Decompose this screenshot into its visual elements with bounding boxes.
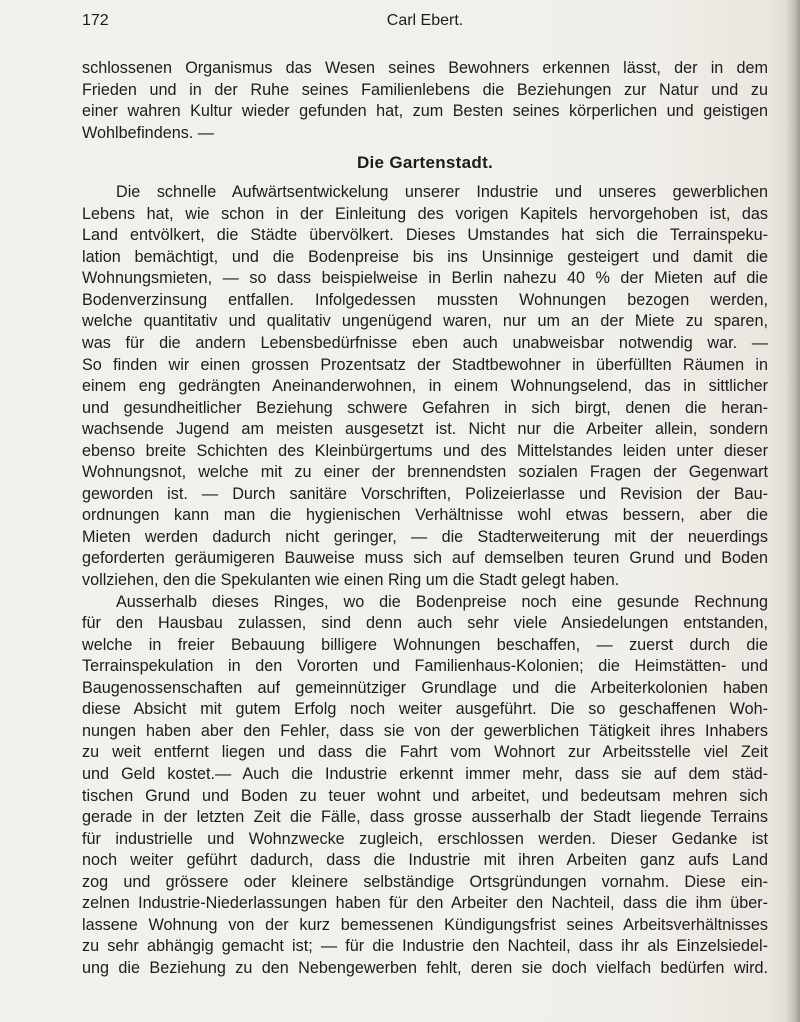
text-line: einem eng gedrängten Aneinanderwohnen, in einem Wohnungselend, das in sittlicher (82, 377, 768, 396)
text-line: geforderten geräumigeren Bauweise muss sich auf demselben teuren Grund und Boden (82, 549, 768, 568)
text-line: gerade in der letzten Zeit die Fälle, dass grosse ausserhalb der Stadt liegende Terrains (82, 808, 768, 827)
section-heading: Die Gartenstadt. (356, 153, 494, 173)
paragraph-2 (82, 182, 768, 591)
text-line: tischen Grund und Boden zu teuer wohnt und arbeitet, und bedeutsam mehren sich (82, 786, 768, 805)
running-head: Carl Ebert. (386, 12, 464, 29)
page-edge-shadow (786, 0, 800, 1022)
text-line: Wohlbefindens. — (82, 123, 214, 142)
text-line: So finden wir einen grossen Prozentsatz der Stadtbewohner in überfüllten Räumen in (82, 355, 768, 374)
text-line: lassene Wohnung von der kurz bemessenen Kündigungsfrist seines Arbeitsverhältnisses (82, 915, 768, 934)
text-line: Terrainspekulation in den Vororten und Familienhaus-Kolonien; die Heimstätten- und (82, 657, 768, 676)
text-line: und Geld kostet.— Auch die Industrie erkennt immer mehr, dass sie auf dem städ- (82, 764, 768, 783)
text-line: was für die andern Lebensbedürfnisse eben auch unabweisbar notwendig war. — (82, 334, 768, 353)
text-line: und gesundheitlicher Beziehung schwere Gefahren in sich birgt, denen die heran- (82, 398, 768, 417)
page-number: 172 (82, 12, 109, 29)
paragraph-1 (82, 58, 768, 144)
text-line: Bodenverzinsung entfallen. Infolgedessen mussten Wohnungen bezogen werden, (82, 290, 768, 309)
text-line: zu weit entfernt liegen und dass die Fahrt vom Wohnort zur Arbeitsstelle viel Zeit (82, 743, 768, 762)
text-line: ung die Beziehung zu den Nebengewerben fehlt, deren sie doch vielfach bedürfen wird. (82, 958, 768, 977)
page-header (82, 12, 768, 38)
text-line: Ausserhalb dieses Ringes, wo die Bodenpreise noch eine gesunde Rechnung (116, 592, 768, 611)
text-line: Wohnungsnot, welche mit zu einer der brennendsten sozialen Fragen der Gegenwart (82, 463, 768, 482)
text-line: lation bemächtigt, und die Bodenpreise bis ins Unsinnige gesteigert und damit die (82, 247, 768, 266)
text-line: welche quantitativ und qualitativ ungenügend waren, nur um an der Miete zu sparen, (82, 312, 768, 331)
text-line: noch weiter geführt dadurch, dass die Industrie mit ihren Arbeiten ganz aufs Land (82, 851, 768, 870)
text-line: für den Hausbau zulassen, sind denn auch sehr viele Ansiedelungen entstanden, (82, 614, 768, 633)
text-line: nungen haben aber den Fehler, dass sie von der gewerblichen Tätigkeit ihres Inhabers (82, 721, 768, 740)
text-line: Frieden und in der Ruhe seines Familienlebens die Beziehungen zur Natur und zu (82, 80, 768, 99)
text-line: welche in freier Bebauung billigere Wohnungen beschaffen, — zuerst durch die (82, 635, 768, 654)
body-text (82, 58, 768, 979)
text-line: Lebens hat, wie schon in der Einleitung des vorigen Kapitels hervorgehoben ist, das (82, 204, 768, 223)
text-line: geworden ist. — Durch sanitäre Vorschriften, Polizeierlasse und Revision der Bau- (82, 484, 768, 503)
text-line: Die schnelle Aufwärtsentwickelung unserer Industrie und unseres gewerblichen (116, 183, 768, 202)
text-line: Wohnungsmieten, — so dass beispielweise in Berlin nahezu 40 % der Mieten auf die (82, 269, 768, 288)
text-line: Baugenossenschaften auf gemeinnütziger Grundlage und die Arbeiterkolonien haben (82, 678, 768, 697)
text-line: Mieten werden dadurch nicht geringer, — die Stadterweiterung mit der neuerdings (82, 527, 768, 546)
text-line: diese Absicht mit gutem Erfolg noch weiter ausgeführt. Die so geschaffenen Woh- (82, 700, 768, 719)
text-line: vollziehen, den die Spekulanten wie einen Ring um die Stadt gelegt haben. (82, 571, 620, 590)
text-line: für industrielle und Wohnzwecke zugleich, erschlossen werden. Dieser Gedanke ist (82, 829, 768, 848)
text-line: schlossenen Organismus das Wesen seines Bewohners erkennen lässt, der in dem (82, 59, 768, 77)
text-line: ordnungen kann man die hygienischen Verhältnisse wohl etwas bessern, aber die (82, 506, 768, 525)
text-line: Land entvölkert, die Städte übervölkert. Dieses Umstandes hat sich die Terrainspeku- (82, 226, 768, 245)
text-line: zog und grössere oder kleinere selbständige Ortsgründungen vornahm. Diese ein- (82, 872, 768, 891)
text-line: zu sehr abhängig gemacht ist; — für die Industrie den Nachteil, dass ihr als Einzelsiedel- (82, 937, 768, 956)
text-line: zelnen Industrie-Niederlassungen haben für den Arbeiter den Nachteil, dass die ihm über- (82, 894, 768, 913)
text-line: wachsende Jugend am meisten ausgesetzt ist. Nicht nur die Arbeiter allein, sondern (82, 420, 768, 439)
paragraph-3 (82, 592, 768, 980)
text-line: ebenso breite Schichten des Kleinbürgertums und des Mittelstandes leiden unter dieser (82, 441, 768, 460)
text-line: einer wahren Kultur wieder gefunden hat, zum Besten seines körperlichen und geistigen (82, 102, 768, 121)
